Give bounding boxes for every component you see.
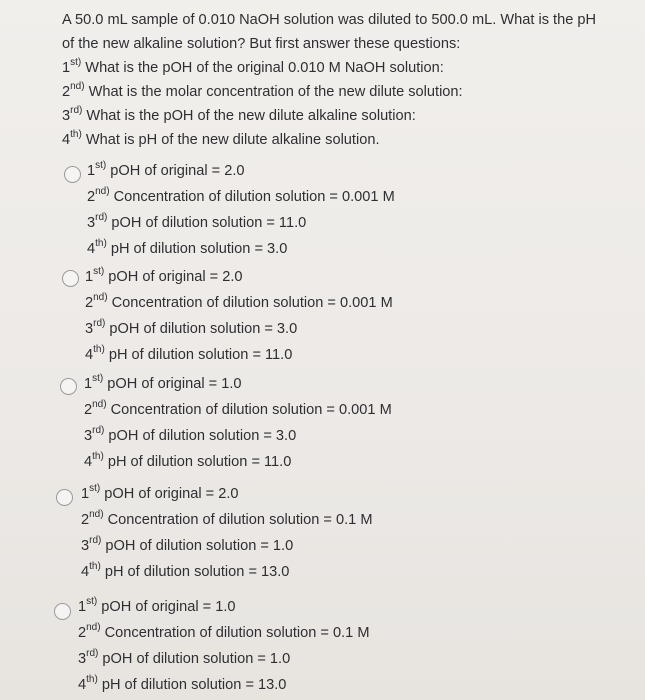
question-line: $4^{th)}$ What is pH of the new dilute alkaline solution.	[62, 129, 380, 148]
radio-button-e[interactable]	[54, 603, 71, 620]
option-line: $1^{st)}$ pOH of original = 2.0	[81, 483, 239, 502]
answer-option-text	[87, 158, 395, 262]
option-line: $2^{nd)}$ Concentration of dilution solution = 0.001 M	[85, 292, 393, 311]
option-line: $2^{nd)}$ Concentration of dilution solution = 0.001 M	[87, 186, 395, 205]
answer-option-text	[85, 264, 393, 368]
option-line: $4^{th)}$ pH of dilution solution = 13.0	[78, 674, 287, 693]
option-line: $4^{th)}$ pH of dilution solution = 13.0	[81, 561, 290, 580]
option-line: $3^{rd)}$ pOH of dilution solution = 3.0	[84, 425, 297, 444]
option-line: $1^{st)}$ pOH of original = 1.0	[78, 596, 236, 615]
question-line: $3^{rd)}$ What is the pOH of the new dilute alkaline solution:	[62, 105, 416, 124]
option-line: $3^{rd)}$ pOH of dilution solution = 1.0	[81, 535, 294, 554]
radio-button-c[interactable]	[60, 378, 77, 395]
answer-option-text	[84, 371, 392, 475]
question-line: $2^{nd)}$ What is the molar concentration of the new dilute solution:	[62, 81, 463, 100]
question-line: $1^{st)}$ What is the pOH of the original 0.010 M NaOH solution:	[62, 57, 444, 76]
radio-button-d[interactable]	[56, 489, 73, 506]
option-line: $1^{st)}$ pOH of original = 2.0	[87, 160, 245, 179]
answer-option-text	[78, 594, 370, 698]
option-line: $4^{th)}$ pH of dilution solution = 3.0	[87, 238, 288, 257]
option-line: $1^{st)}$ pOH of original = 2.0	[85, 266, 243, 285]
option-line: $2^{nd)}$ Concentration of dilution solution = 0.001 M	[84, 399, 392, 418]
answer-option-text	[81, 481, 373, 585]
option-line: $3^{rd)}$ pOH of dilution solution = 1.0	[78, 648, 291, 667]
radio-button-b[interactable]	[62, 270, 79, 287]
option-line: $3^{rd)}$ pOH of dilution solution = 3.0	[85, 318, 298, 337]
question-text	[62, 8, 632, 152]
radio-button-a[interactable]	[64, 166, 81, 183]
question-line: of the new alkaline solution? But first answer these questions:	[62, 36, 461, 52]
option-line: $4^{th)}$ pH of dilution solution = 11.0	[85, 344, 293, 363]
option-line: $2^{nd)}$ Concentration of dilution solution = 0.1 M	[78, 622, 370, 641]
option-line: $4^{th)}$ pH of dilution solution = 11.0	[84, 451, 292, 470]
option-line: $1^{st)}$ pOH of original = 1.0	[84, 373, 242, 392]
question-line: A 50.0 mL sample of 0.010 NaOH solution was diluted to 500.0 mL. What is the pH	[62, 12, 597, 28]
option-line: $3^{rd)}$ pOH of dilution solution = 11.0	[87, 212, 307, 231]
option-line: $2^{nd)}$ Concentration of dilution solution = 0.1 M	[81, 509, 373, 528]
